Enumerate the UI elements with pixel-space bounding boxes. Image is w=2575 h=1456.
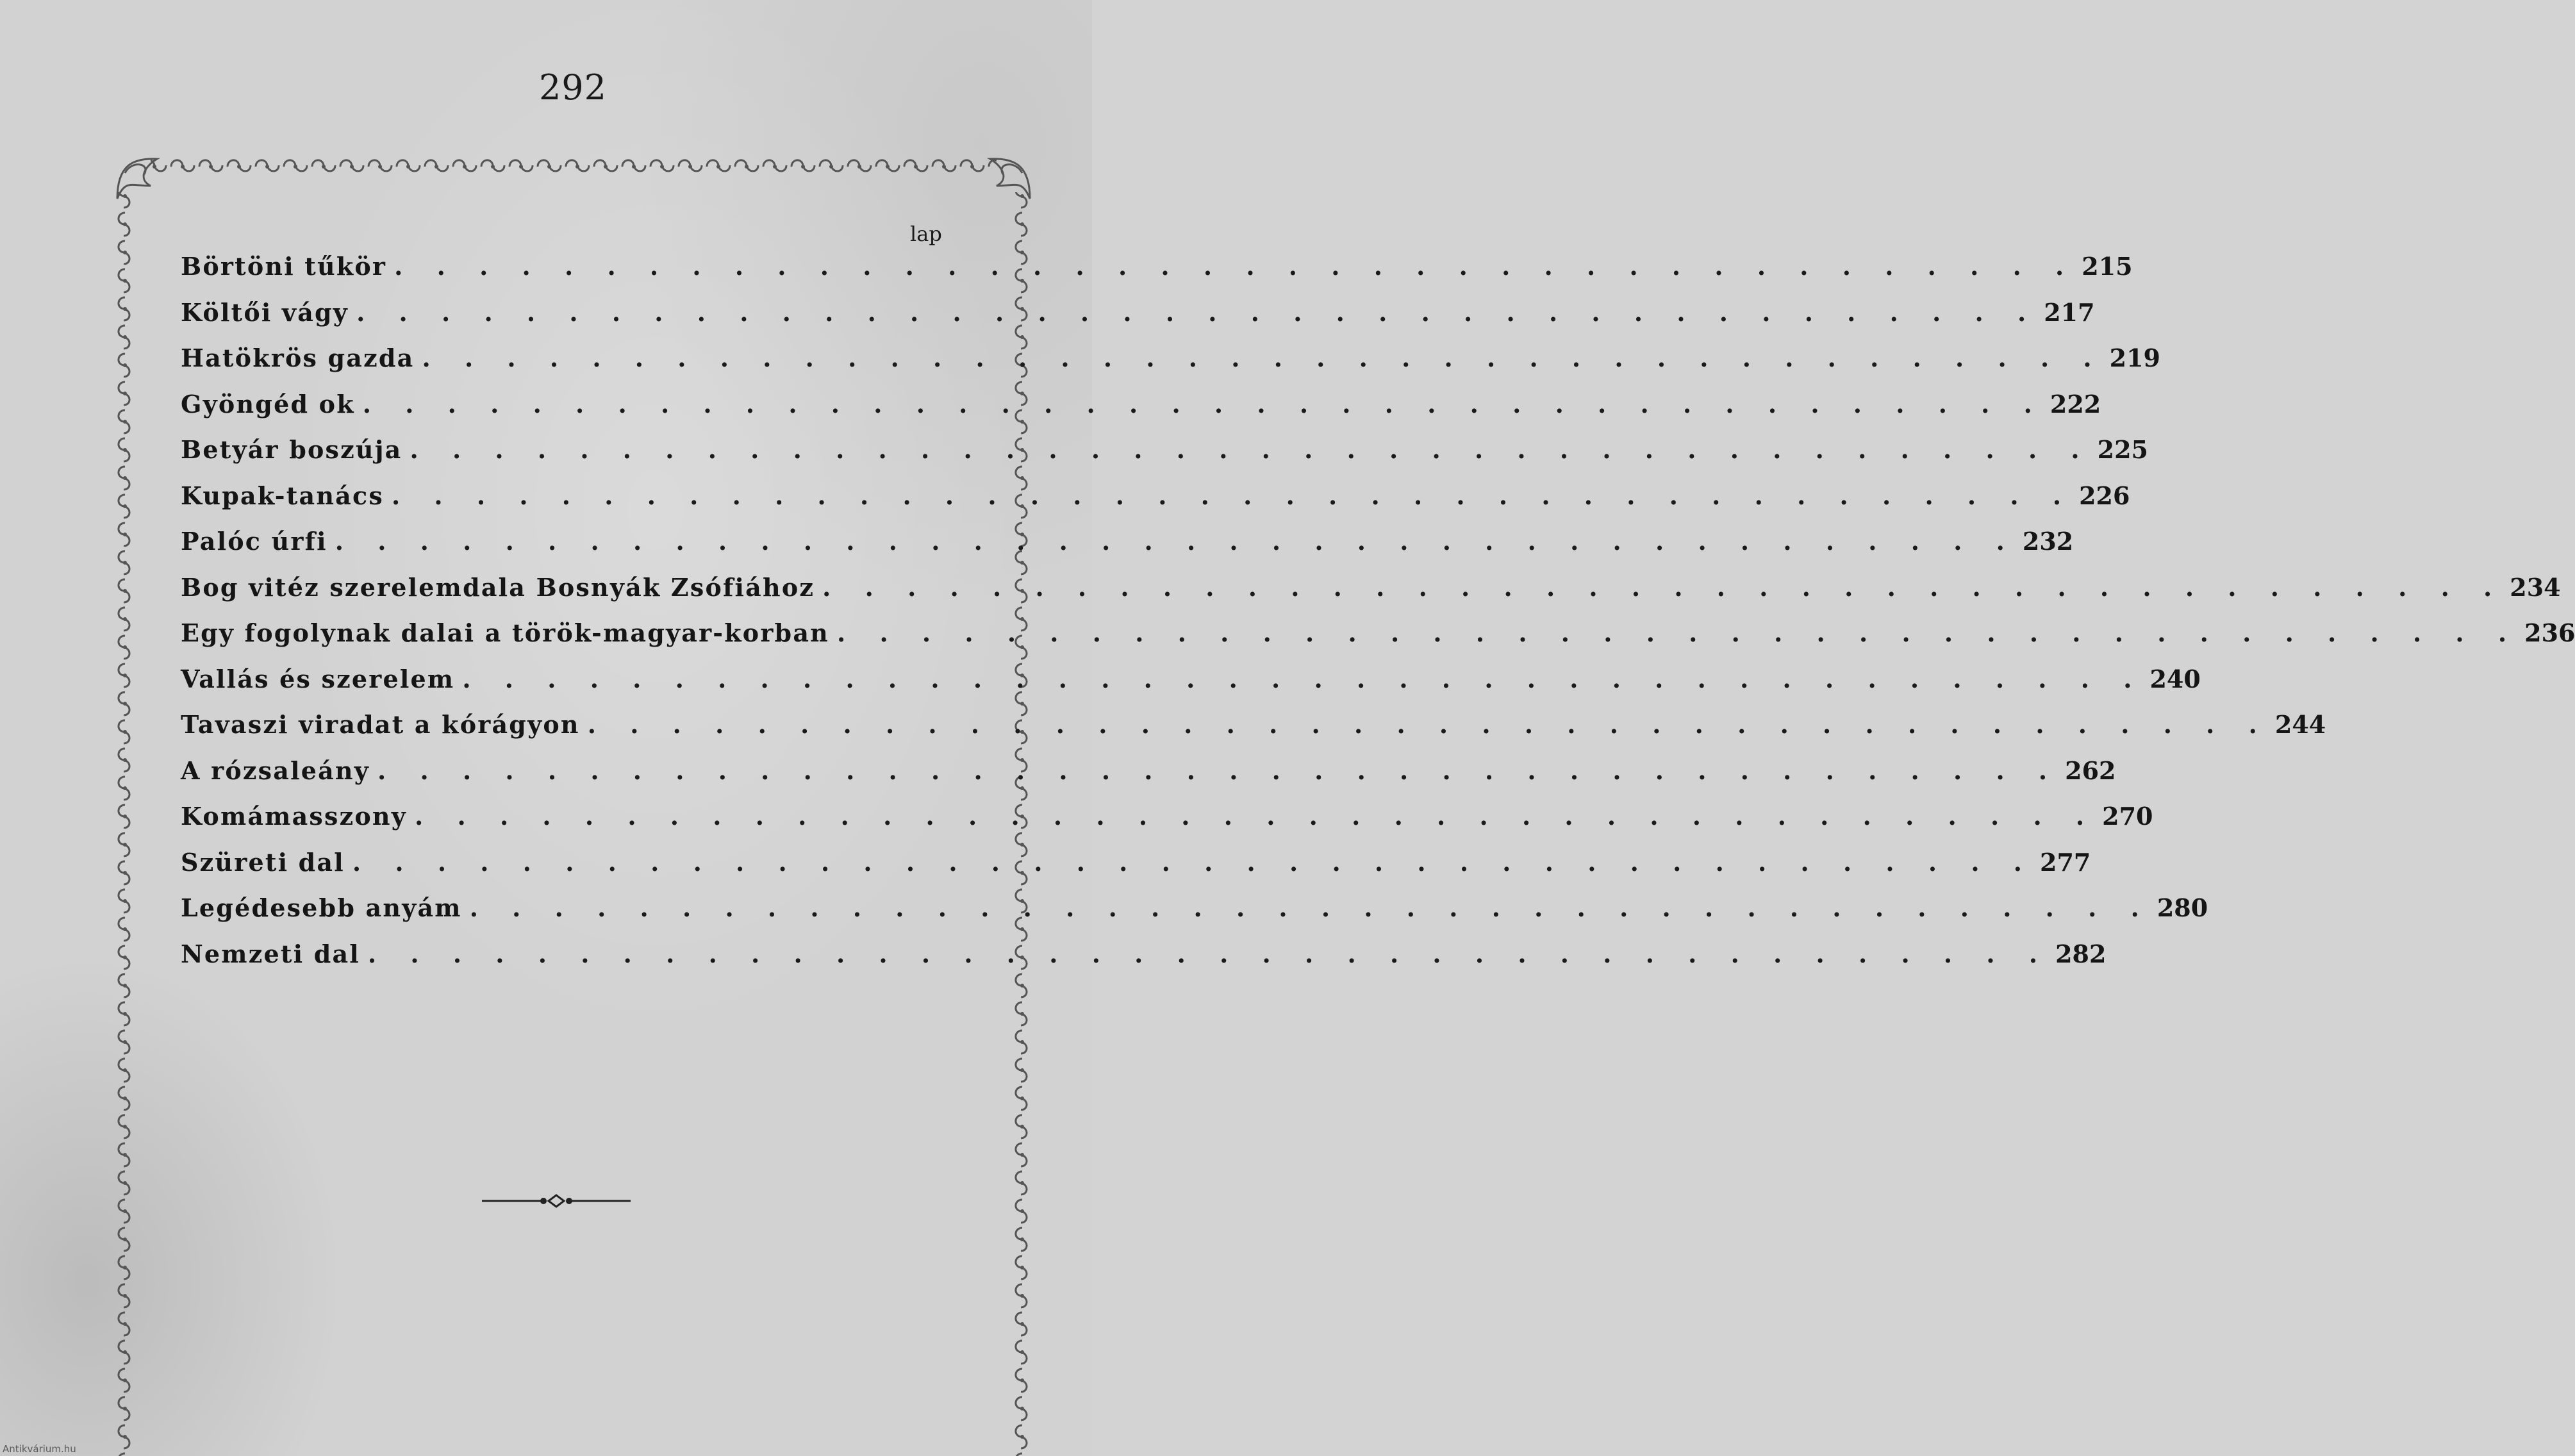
dot-leader: . . . . . . . . . . . . . . . . . . . . . . . . . . . . . . . . . . . . . . . . — [391, 481, 2074, 510]
watermark: Antikvárium.hu — [3, 1443, 76, 1455]
toc-entry — [181, 518, 2074, 565]
toc-entry-title: Tavaszi viradat a kórágyon — [181, 710, 580, 740]
toc-entry — [181, 656, 2201, 702]
toc-entry-page: 226 — [2079, 481, 2130, 510]
toc-entry — [181, 565, 2561, 611]
toc-entry — [181, 840, 2091, 886]
toc-entry-page: 219 — [2109, 343, 2160, 373]
toc-entry-page: 244 — [2274, 710, 2326, 740]
dot-leader: . . . . . . . . . . . . . . . . . . . . . . . . . . . . . . . . . . . . . . . . — [394, 252, 2077, 281]
dot-leader: . . . . . . . . . . . . . . . . . . . . . . . . . . . . . . . . . . . . . . . . — [335, 527, 2017, 556]
toc-entry-title: Börtöni tűkör — [181, 252, 387, 281]
table-of-contents — [181, 244, 2575, 977]
dot-leader: . . . . . . . . . . . . . . . . . . . . . . . . . . . . . . . . . . . . . . . . — [352, 847, 2035, 877]
toc-entry-page: 215 — [2082, 252, 2133, 281]
toc-entry-title: Bog vitéz szerelemdala Bosnyák Zsófiához — [181, 572, 815, 602]
toc-entry — [181, 335, 2160, 381]
toc-entry-page: 282 — [2055, 939, 2107, 968]
toc-entry-title: A rózsaleány — [181, 756, 370, 785]
toc-entry — [181, 748, 2116, 794]
toc-entry-page: 234 — [2510, 572, 2561, 602]
toc-entry-page: 277 — [2040, 847, 2091, 877]
dot-leader: . . . . . . . . . . . . . . . . . . . . . . . . . . . . . . . . . . . . . . . . — [469, 893, 2152, 923]
dot-leader: . . . . . . . . . . . . . . . . . . . . . . . . . . . . . . . . . . . . . . . . — [377, 756, 2060, 785]
page-number: 292 — [538, 67, 608, 108]
end-ornament — [482, 1190, 631, 1212]
dot-leader: . . . . . . . . . . . . . . . . . . . . . . . . . . . . . . . . . . . . . . . . — [822, 572, 2505, 602]
dot-leader: . . . . . . . . . . . . . . . . . . . . . . . . . . . . . . . . . . . . . . . . — [587, 710, 2270, 740]
toc-entry-title: Legédesebb anyám — [181, 893, 462, 923]
page-column-label: lap — [910, 222, 942, 246]
toc-entry-title: Hatökrös gazda — [181, 343, 415, 373]
toc-entry-title: Vallás és szerelem — [181, 664, 455, 693]
toc-entry — [181, 244, 2133, 290]
toc-entry-page: 217 — [2044, 297, 2095, 327]
toc-entry — [181, 473, 2130, 519]
dot-leader: . . . . . . . . . . . . . . . . . . . . . . . . . . . . . . . . . . . . . . . . — [362, 389, 2045, 418]
dot-leader: . . . . . . . . . . . . . . . . . . . . . . . . . . . . . . . . . . . . . . . . — [415, 802, 2098, 831]
toc-entry-page: 232 — [2022, 527, 2074, 556]
dot-leader: . . . . . . . . . . . . . . . . . . . . . . . . . . . . . . . . . . . . . . . . — [356, 297, 2039, 327]
dot-leader: . . . . . . . . . . . . . . . . . . . . . . . . . . . . . . . . . . . . . . . . — [410, 435, 2092, 465]
toc-entry-page: 262 — [2065, 756, 2116, 785]
toc-entry-title: Egy fogolynak dalai a török-magyar-korban — [181, 618, 829, 648]
toc-entry — [181, 427, 2148, 473]
toc-entry-page: 222 — [2049, 389, 2101, 418]
toc-entry-page: 280 — [2157, 893, 2208, 923]
toc-entry-page: 225 — [2097, 435, 2148, 465]
toc-entry-title: Komámasszony — [181, 802, 408, 831]
dot-leader: . . . . . . . . . . . . . . . . . . . . . . . . . . . . . . . . . . . . . . . . — [836, 618, 2520, 648]
toc-entry-page: 270 — [2102, 802, 2153, 831]
toc-entry-title: Szüreti dal — [181, 847, 345, 877]
toc-entry-title: Betyár boszúja — [181, 435, 402, 465]
toc-entry — [181, 381, 2101, 427]
toc-entry — [181, 610, 2575, 656]
dot-leader: . . . . . . . . . . . . . . . . . . . . . . . . . . . . . . . . . . . . . . . . — [422, 343, 2105, 373]
dot-leader: . . . . . . . . . . . . . . . . . . . . . . . . . . . . . . . . . . . . . . . . — [462, 664, 2145, 693]
toc-entry — [181, 290, 2095, 336]
toc-entry-title: Gyöngéd ok — [181, 389, 355, 418]
toc-entry — [181, 931, 2107, 977]
toc-entry-page: 240 — [2149, 664, 2201, 693]
toc-entry-title: Költői vágy — [181, 297, 349, 327]
toc-entry-title: Nemzeti dal — [181, 939, 360, 968]
toc-entry — [181, 885, 2208, 931]
toc-entry — [181, 793, 2153, 840]
toc-entry-title: Kupak-tanács — [181, 481, 384, 510]
toc-entry-page: 236 — [2524, 618, 2575, 648]
toc-entry-title: Palóc úrfi — [181, 527, 327, 556]
dot-leader: . . . . . . . . . . . . . . . . . . . . . . . . . . . . . . . . . . . . . . . . — [367, 939, 2051, 968]
toc-entry — [181, 702, 2326, 748]
